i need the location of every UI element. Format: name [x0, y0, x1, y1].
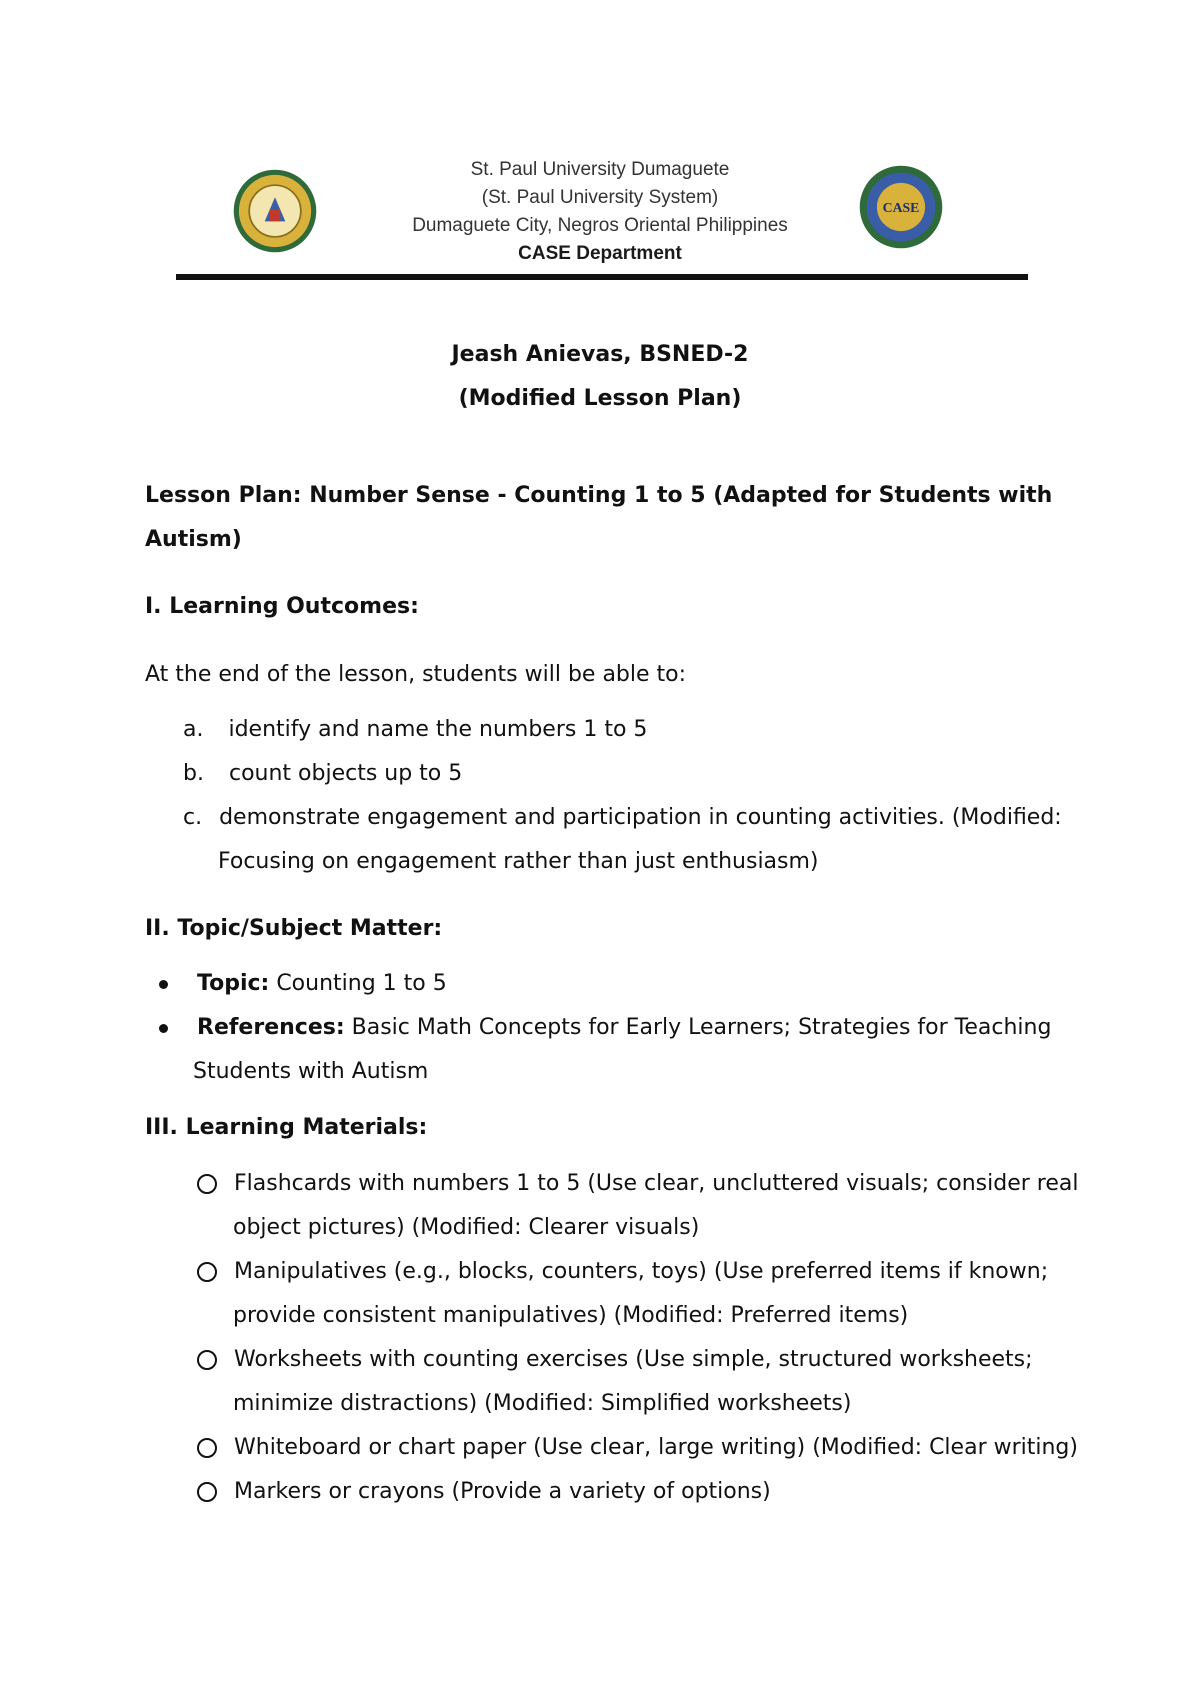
outcome-item	[183, 752, 462, 796]
list-marker: a.	[183, 717, 204, 742]
bullet-icon	[159, 980, 168, 989]
section-heading-topic: II. Topic/Subject Matter:	[145, 916, 443, 941]
material-text: Worksheets with counting exercises (Use simple, structured worksheets;	[234, 1347, 1033, 1372]
university-location: Dumaguete City, Negros Oriental Philippines	[412, 215, 788, 236]
material-text: Manipulatives (e.g., blocks, counters, toys) (Use preferred items if known;	[234, 1259, 1049, 1284]
topic-item	[159, 962, 447, 1006]
list-marker: b.	[183, 761, 204, 786]
section-heading-outcomes: I. Learning Outcomes:	[145, 594, 419, 619]
material-text-continued: object pictures) (Modified: Clearer visuals)	[233, 1215, 700, 1240]
material-text: Markers or crayons (Provide a variety of options)	[234, 1479, 771, 1504]
bullet-icon	[159, 1024, 168, 1033]
section-heading-materials: III. Learning Materials:	[145, 1115, 428, 1140]
material-text-continued: provide consistent manipulatives) (Modified: Preferred items)	[233, 1303, 909, 1328]
references-label: References:	[197, 1015, 345, 1040]
author-line: Jeash Anievas, BSNED-2	[451, 342, 749, 367]
lesson-title-line-1: Lesson Plan: Number Sense - Counting 1 to 5 (Adapted for Students with	[145, 483, 1053, 508]
header-divider	[176, 274, 1028, 280]
material-text-continued: minimize distractions) (Modified: Simplified worksheets)	[233, 1391, 852, 1416]
material-item	[197, 1250, 1048, 1294]
topic-item	[159, 1006, 1051, 1050]
outcome-item	[183, 796, 1062, 840]
material-text: Whiteboard or chart paper (Use clear, large writing) (Modified: Clear writing)	[234, 1435, 1078, 1460]
material-item	[197, 1162, 1078, 1206]
list-marker: c.	[183, 805, 203, 830]
case-seal-icon	[858, 164, 944, 250]
hollow-bullet-icon	[197, 1262, 217, 1282]
outcome-text: identify and name the numbers 1 to 5	[228, 717, 648, 742]
hollow-bullet-icon	[197, 1174, 217, 1194]
case-seal-text: CASE	[882, 200, 920, 216]
lesson-title-line-2: Autism)	[145, 527, 242, 552]
outcome-item	[183, 708, 647, 752]
outcome-text: count objects up to 5	[228, 761, 463, 786]
hollow-bullet-icon	[197, 1350, 217, 1370]
material-text: Flashcards with numbers 1 to 5 (Use clear, uncluttered visuals; consider real	[234, 1171, 1079, 1196]
university-name: St. Paul University Dumaguete	[470, 159, 730, 180]
material-item	[197, 1338, 1033, 1382]
hollow-bullet-icon	[197, 1482, 217, 1502]
letterhead	[0, 150, 1200, 280]
outcome-text: demonstrate engagement and participation in counting activities. (Modified:	[219, 805, 1062, 830]
material-item	[197, 1426, 1078, 1470]
department-name: CASE Department	[518, 243, 682, 264]
outcome-text-continued: Focusing on engagement rather than just enthusiasm)	[218, 849, 819, 874]
spud-seal-icon	[232, 168, 318, 254]
letterhead-text	[330, 156, 870, 268]
material-item	[197, 1470, 771, 1514]
document-subtitle: (Modified Lesson Plan)	[458, 386, 742, 411]
references-text: Basic Math Concepts for Early Learners; Strategies for Teaching	[344, 1015, 1052, 1040]
topic-text: Counting 1 to 5	[269, 971, 447, 996]
references-text-continued: Students with Autism	[193, 1059, 429, 1084]
outcomes-intro: At the end of the lesson, students will be able to:	[145, 662, 687, 687]
university-system: (St. Paul University System)	[481, 187, 719, 208]
hollow-bullet-icon	[197, 1438, 217, 1458]
topic-label: Topic:	[197, 971, 270, 996]
